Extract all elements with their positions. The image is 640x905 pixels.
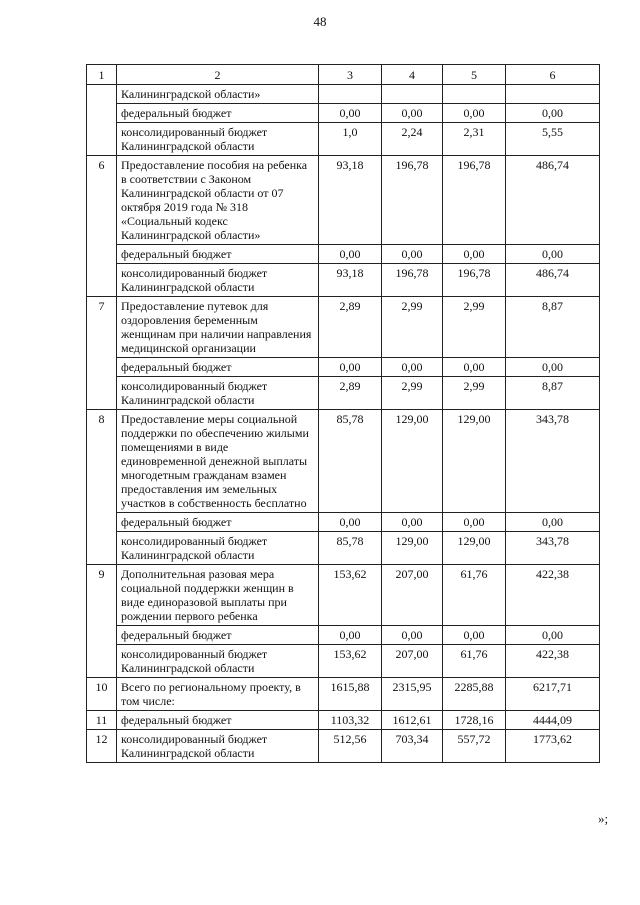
value-cell: 196,78: [443, 156, 506, 245]
table-row: [87, 678, 600, 711]
value-cell: 2,89: [319, 377, 382, 410]
row-number-cell: 7: [87, 297, 117, 358]
value-cell: [319, 85, 382, 104]
table-row: [87, 358, 600, 377]
value-cell: 2,31: [443, 123, 506, 156]
value-cell: 0,00: [506, 626, 600, 645]
item-name-cell: федеральный бюджет: [117, 711, 319, 730]
table-row: [87, 297, 600, 358]
value-cell: 512,56: [319, 730, 382, 763]
item-name-cell: консолидированный бюджет Калининградской области: [117, 377, 319, 410]
value-cell: 0,00: [443, 104, 506, 123]
value-cell: 1,0: [319, 123, 382, 156]
value-cell: [506, 85, 600, 104]
header-cell: 4: [382, 65, 443, 85]
value-cell: 0,00: [506, 513, 600, 532]
header-cell: 6: [506, 65, 600, 85]
value-cell: 5,55: [506, 123, 600, 156]
value-cell: 343,78: [506, 410, 600, 513]
item-name-cell: консолидированный бюджет Калининградской области: [117, 532, 319, 565]
row-number-cell: [87, 85, 117, 104]
budget-table: [86, 64, 600, 763]
header-cell: 3: [319, 65, 382, 85]
item-name-cell: федеральный бюджет: [117, 513, 319, 532]
item-name-cell: федеральный бюджет: [117, 245, 319, 264]
value-cell: 6217,71: [506, 678, 600, 711]
value-cell: 2,99: [382, 297, 443, 358]
value-cell: 85,78: [319, 532, 382, 565]
closing-quote-mark: »;: [598, 811, 609, 826]
value-cell: 0,00: [319, 245, 382, 264]
value-cell: 8,87: [506, 377, 600, 410]
row-number-cell: [87, 123, 117, 156]
row-number-cell: [87, 513, 117, 532]
row-number-cell: 12: [87, 730, 117, 763]
value-cell: 422,38: [506, 565, 600, 626]
row-number-cell: [87, 645, 117, 678]
value-cell: 129,00: [443, 532, 506, 565]
row-number-cell: 8: [87, 410, 117, 513]
value-cell: 486,74: [506, 264, 600, 297]
row-number-cell: [87, 377, 117, 410]
value-cell: 196,78: [382, 156, 443, 245]
value-cell: 1728,16: [443, 711, 506, 730]
value-cell: 2,24: [382, 123, 443, 156]
table-row: [87, 410, 600, 513]
item-name-cell: Предоставление путевок для оздоровления беременным женщинам при наличии направления медицинской организации: [117, 297, 319, 358]
value-cell: 2,99: [443, 377, 506, 410]
table-row: [87, 85, 600, 104]
value-cell: 703,34: [382, 730, 443, 763]
item-name-cell: консолидированный бюджет Калининградской области: [117, 730, 319, 763]
item-name-cell: консолидированный бюджет Калининградской области: [117, 123, 319, 156]
value-cell: 0,00: [382, 104, 443, 123]
table-row: [87, 626, 600, 645]
value-cell: 196,78: [382, 264, 443, 297]
table-row: [87, 730, 600, 763]
row-number-cell: 6: [87, 156, 117, 245]
table-row: [87, 104, 600, 123]
table-row: [87, 532, 600, 565]
value-cell: 0,00: [443, 358, 506, 377]
item-name-cell: консолидированный бюджет Калининградской области: [117, 645, 319, 678]
value-cell: 8,87: [506, 297, 600, 358]
item-name-cell: Дополнительная разовая мера социальной поддержки женщин в виде единоразовой выплаты при рождении первого ребенка: [117, 565, 319, 626]
header-cell: 1: [87, 65, 117, 85]
value-cell: 0,00: [382, 358, 443, 377]
value-cell: 0,00: [506, 358, 600, 377]
item-name-cell: Предоставление меры социальной поддержки по обеспечению жилыми помещениями в виде единовременной денежной выплаты многодетным гражданам взамен предоставления им земельных участков в собственность бесплатно: [117, 410, 319, 513]
value-cell: 153,62: [319, 565, 382, 626]
value-cell: 0,00: [319, 626, 382, 645]
row-number-cell: [87, 264, 117, 297]
header-cell: 2: [117, 65, 319, 85]
value-cell: 2,89: [319, 297, 382, 358]
value-cell: 61,76: [443, 565, 506, 626]
table-row: [87, 377, 600, 410]
table-header-row: [87, 65, 600, 85]
value-cell: 2285,88: [443, 678, 506, 711]
value-cell: 2,99: [443, 297, 506, 358]
value-cell: 1612,61: [382, 711, 443, 730]
table-body: [87, 65, 600, 763]
value-cell: 0,00: [443, 626, 506, 645]
item-name-cell: Предоставление пособия на ребенка в соответствии с Законом Калининградской области от 07 октября 2019 года № 318 «Социальный кодекс Калининградской области»: [117, 156, 319, 245]
value-cell: 1773,62: [506, 730, 600, 763]
value-cell: 4444,09: [506, 711, 600, 730]
value-cell: 0,00: [443, 513, 506, 532]
value-cell: 153,62: [319, 645, 382, 678]
value-cell: 486,74: [506, 156, 600, 245]
value-cell: 0,00: [506, 245, 600, 264]
value-cell: 0,00: [319, 358, 382, 377]
value-cell: 422,38: [506, 645, 600, 678]
item-name-cell: Калининградской области»: [117, 85, 319, 104]
value-cell: 85,78: [319, 410, 382, 513]
value-cell: 196,78: [443, 264, 506, 297]
value-cell: 61,76: [443, 645, 506, 678]
value-cell: 93,18: [319, 264, 382, 297]
value-cell: 0,00: [382, 245, 443, 264]
table-row: [87, 513, 600, 532]
value-cell: 0,00: [506, 104, 600, 123]
item-name-cell: консолидированный бюджет Калининградской области: [117, 264, 319, 297]
value-cell: 2,99: [382, 377, 443, 410]
table-row: [87, 156, 600, 245]
row-number-cell: 10: [87, 678, 117, 711]
table-row: [87, 264, 600, 297]
row-number-cell: [87, 626, 117, 645]
row-number-cell: [87, 104, 117, 123]
value-cell: 129,00: [382, 532, 443, 565]
value-cell: 0,00: [443, 245, 506, 264]
value-cell: 207,00: [382, 565, 443, 626]
value-cell: [443, 85, 506, 104]
table-row: [87, 245, 600, 264]
item-name-cell: федеральный бюджет: [117, 358, 319, 377]
table-row: [87, 123, 600, 156]
row-number-cell: 9: [87, 565, 117, 626]
value-cell: 93,18: [319, 156, 382, 245]
value-cell: 0,00: [319, 513, 382, 532]
header-cell: 5: [443, 65, 506, 85]
row-number-cell: [87, 532, 117, 565]
value-cell: 0,00: [382, 626, 443, 645]
table-row: [87, 565, 600, 626]
value-cell: 0,00: [319, 104, 382, 123]
value-cell: 207,00: [382, 645, 443, 678]
value-cell: 2315,95: [382, 678, 443, 711]
table-row: [87, 645, 600, 678]
item-name-cell: Всего по региональному проекту, в том числе:: [117, 678, 319, 711]
table-row: [87, 711, 600, 730]
value-cell: 129,00: [443, 410, 506, 513]
item-name-cell: федеральный бюджет: [117, 626, 319, 645]
row-number-cell: [87, 358, 117, 377]
value-cell: 557,72: [443, 730, 506, 763]
row-number-cell: 11: [87, 711, 117, 730]
value-cell: [382, 85, 443, 104]
page-number: 48: [313, 14, 327, 29]
row-number-cell: [87, 245, 117, 264]
value-cell: 0,00: [382, 513, 443, 532]
value-cell: 1103,32: [319, 711, 382, 730]
item-name-cell: федеральный бюджет: [117, 104, 319, 123]
value-cell: 1615,88: [319, 678, 382, 711]
value-cell: 129,00: [382, 410, 443, 513]
value-cell: 343,78: [506, 532, 600, 565]
